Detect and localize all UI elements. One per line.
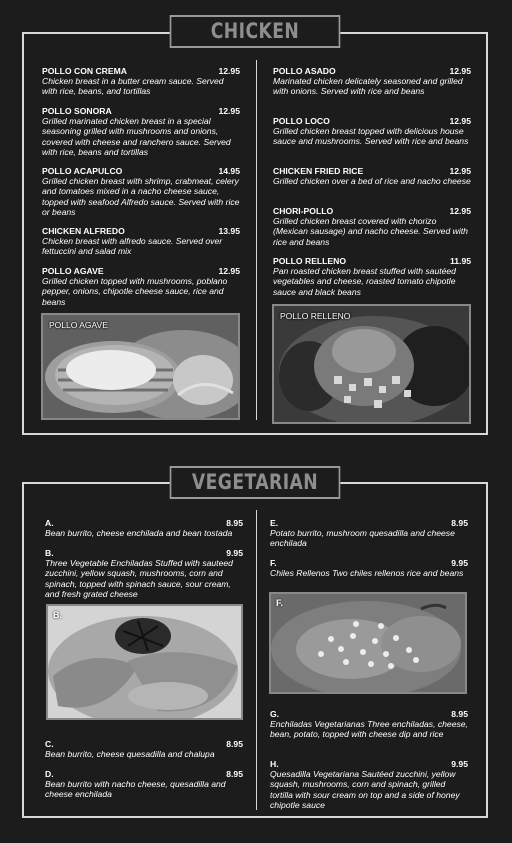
item-name: D. [45, 769, 54, 779]
item-description: Marinated chicken delicately seasoned and grilled with onions. Served with rice and beans [273, 76, 463, 97]
item-name: B. [45, 548, 54, 558]
menu-item-veg-f [270, 558, 468, 578]
item-name: C. [45, 739, 54, 749]
photo-label: B. [53, 610, 62, 620]
menu-item-pollo-relleno [273, 256, 471, 297]
pollo-agave-dish-illustration [43, 315, 240, 420]
menu-item-veg-a [45, 518, 243, 538]
chicken-section-title: CHICKEN [170, 15, 341, 48]
item-price: 12.95 [218, 106, 240, 116]
item-name: CHORI-POLLO [273, 206, 334, 216]
item-name: POLLO LOCO [273, 116, 330, 126]
item-description: Bean burrito, cheese quesadilla and chalupa [45, 749, 215, 760]
item-name: F. [270, 558, 277, 568]
veg-b-dish-illustration [48, 606, 243, 720]
item-name: POLLO CON CREMA [42, 66, 127, 76]
photo-label: POLLO AGAVE [49, 320, 108, 330]
menu-item-pollo-agave [42, 266, 240, 307]
item-description: Chicken breast with alfredo sauce. Served over fettuccini and salad mix [42, 236, 223, 257]
item-price: 12.95 [449, 206, 471, 216]
chicken-column-divider [256, 60, 257, 420]
menu-item-pollo-acapulco [42, 166, 240, 217]
item-name: G. [270, 709, 280, 719]
menu-item-veg-e [270, 518, 468, 549]
item-price: 9.95 [451, 558, 468, 568]
item-description: Bean burrito with nacho cheese, quesadilla and cheese enchilada [45, 779, 226, 800]
menu-item-veg-d [45, 769, 243, 800]
item-price: 12.95 [218, 266, 240, 276]
item-name: E. [270, 518, 279, 528]
item-description: Grilled marinated chicken breast in a special seasoning grilled with mushrooms and onions, covered with cheese and ranchero sauce. Served with rice, beans and tortillas [42, 116, 231, 157]
item-description: Grilled chicken over a bed of rice and nacho cheese [273, 176, 471, 187]
item-price: 9.95 [226, 548, 243, 558]
menu-item-pollo-loco [273, 116, 471, 147]
item-price: 8.95 [451, 709, 468, 719]
menu-item-pollo-asado [273, 66, 471, 97]
pollo-relleno-dish-illustration [274, 306, 471, 424]
item-price: 12.95 [449, 116, 471, 126]
item-name: H. [270, 759, 279, 769]
veg-f-photo [269, 592, 467, 694]
photo-label: F. [276, 598, 284, 608]
item-name: POLLO AGAVE [42, 266, 104, 276]
item-description: Grilled chicken topped with mushrooms, poblano pepper, onions, chipotle cheese sauce, rice and beans [42, 276, 228, 307]
item-description: Grilled chicken breast covered with chorizo (Mexican sausage) and nacho cheese. Served with rice and beans [273, 216, 468, 247]
menu-item-chicken-fried-rice [273, 166, 471, 186]
item-name: POLLO RELLENO [273, 256, 347, 266]
item-description: Enchiladas Vegetarianas Three enchiladas, cheese, bean, potato, topped with cheese dip and rice [270, 719, 468, 740]
item-price: 8.95 [451, 518, 468, 528]
item-description: Chicken breast in a butter cream sauce. Served with rice, beans, and tortillas [42, 76, 224, 97]
menu-item-veg-h [270, 759, 468, 810]
item-price: 11.95 [449, 256, 471, 266]
item-price: 8.95 [226, 518, 243, 528]
pollo-agave-photo [41, 313, 240, 420]
item-description: Three Vegetable Enchiladas Stuffed with sauteed zucchini, yellow squash, mushrooms, corn and spinach, topped with spinach sauce, sour cream, and fresh grated cheese [45, 558, 233, 599]
item-price: 14.95 [218, 166, 240, 176]
item-description: Chiles Rellenos Two chiles rellenos rice and beans [270, 568, 464, 579]
item-price: 8.95 [226, 769, 243, 779]
item-name: CHICKEN ALFREDO [42, 226, 125, 236]
pollo-relleno-photo [272, 304, 471, 424]
menu-item-veg-g [270, 709, 468, 740]
item-name: POLLO ASADO [273, 66, 336, 76]
item-description: Bean burrito, cheese enchilada and bean tostada [45, 528, 233, 539]
item-description: Quesadilla Vegetariana Sautéed zucchini, yellow squash, mushrooms, corn and spinach, grilled tortilla with sour cream on top and a side of honey chipotle sauce [270, 769, 460, 810]
item-description: Grilled chicken breast topped with delicious house sauce and mushrooms. Served with rice and beans [273, 126, 469, 147]
item-price: 12.95 [218, 66, 240, 76]
item-description: Potato burrito, mushroom quesadilla and cheese enchilada [270, 528, 455, 549]
item-price: 13.95 [218, 226, 240, 236]
item-price: 8.95 [226, 739, 243, 749]
veg-b-photo [46, 604, 243, 720]
menu-item-pollo-sonora [42, 106, 240, 157]
veg-f-dish-illustration [271, 594, 467, 694]
item-name: A. [45, 518, 54, 528]
photo-label: POLLO RELLENO [280, 311, 351, 321]
menu-item-chori-pollo [273, 206, 471, 247]
menu-item-veg-b [45, 548, 243, 599]
menu-item-veg-c [45, 739, 243, 759]
menu-item-pollo-con-crema [42, 66, 240, 97]
menu-item-chicken-alfredo [42, 226, 240, 257]
item-price: 12.95 [449, 166, 471, 176]
vegetarian-column-divider [256, 510, 257, 810]
item-description: Grilled chicken breast with shrimp, crabmeat, celery and tomatoes mixed in a nacho cheese sauce, topped with seafood Alfredo sauce. Served with rice or beans [42, 176, 240, 217]
item-price: 12.95 [449, 66, 471, 76]
item-price: 9.95 [451, 759, 468, 769]
item-description: Pan roasted chicken breast stuffed with sautéed vegetables and cheese, roasted tomato chipotle sauce and black beans [273, 266, 456, 297]
item-name: POLLO SONORA [42, 106, 112, 116]
item-name: POLLO ACAPULCO [42, 166, 123, 176]
item-name: CHICKEN FRIED RICE [273, 166, 364, 176]
vegetarian-section-title: VEGETARIAN [170, 466, 341, 499]
